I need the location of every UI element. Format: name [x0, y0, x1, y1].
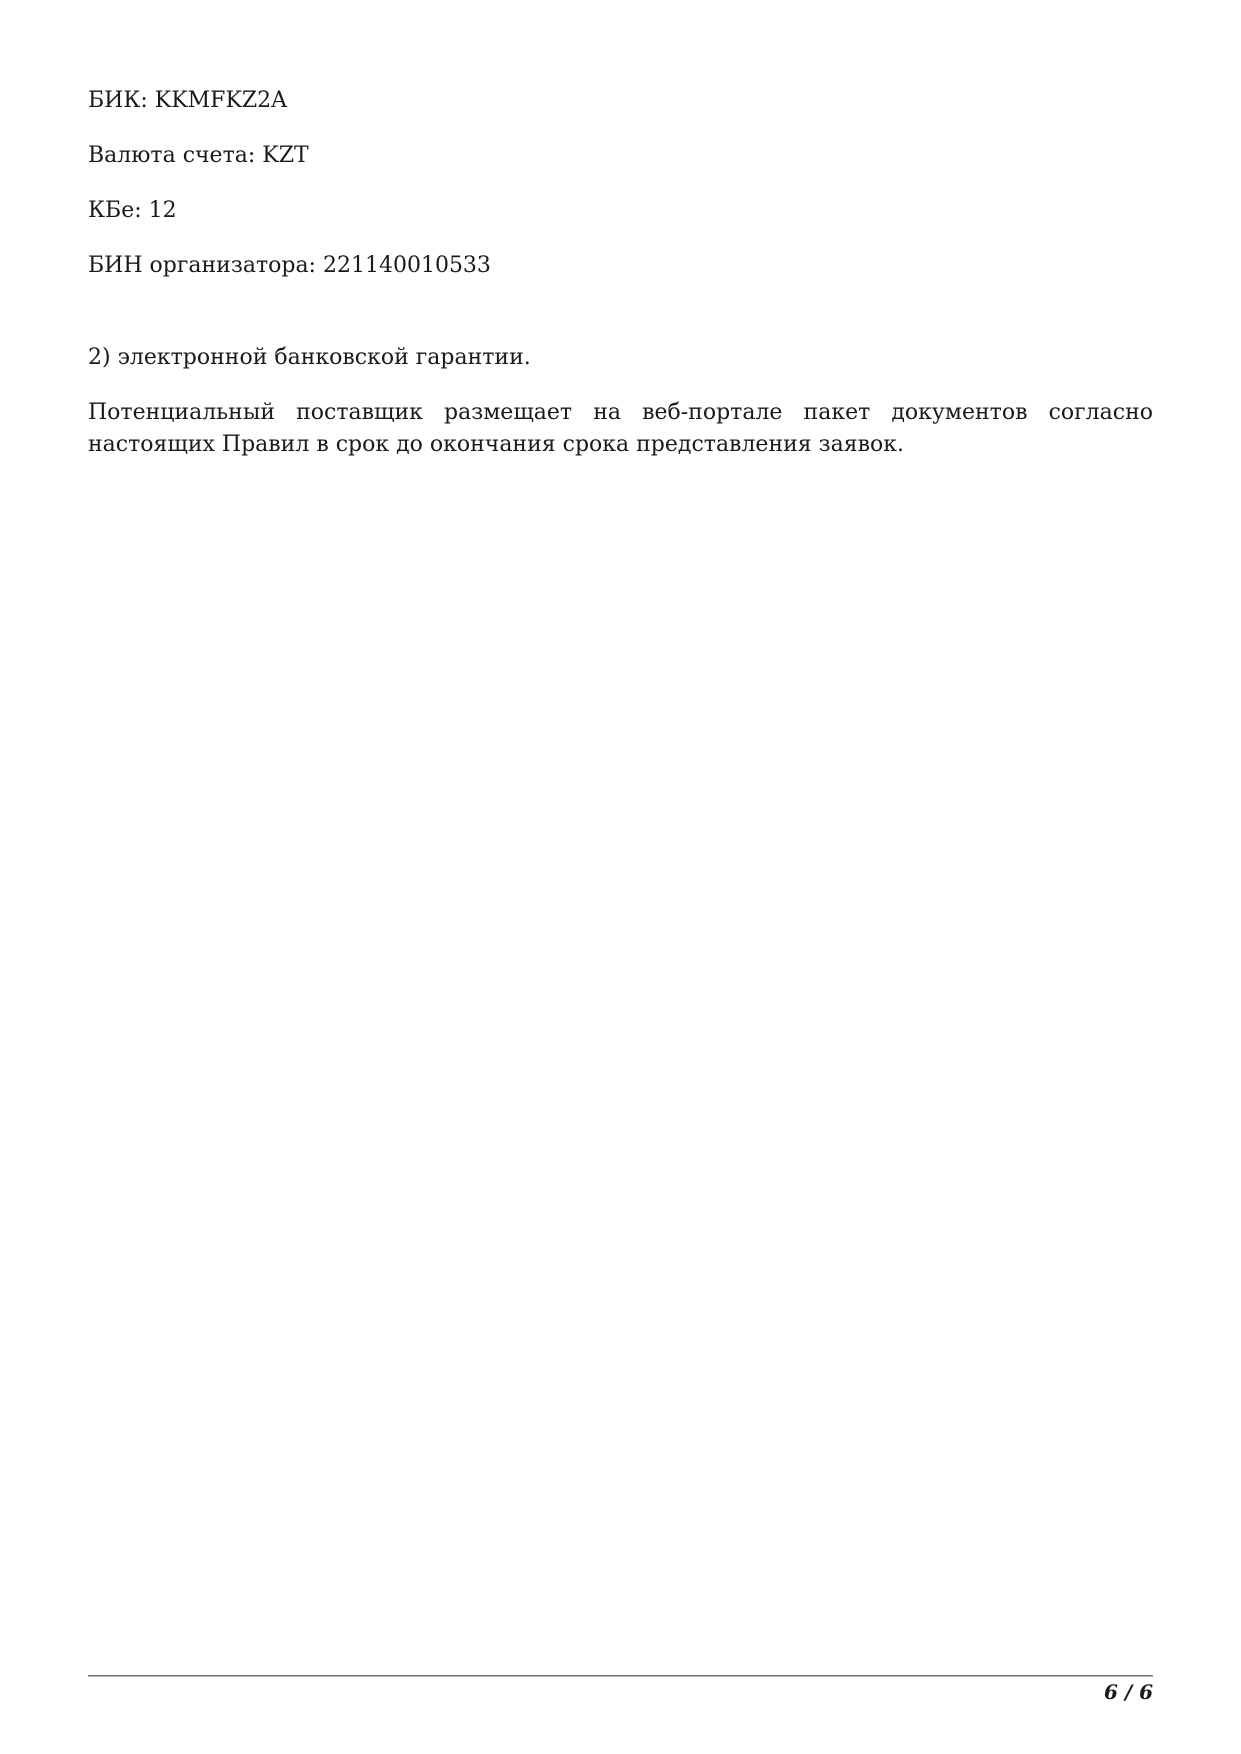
- field-organizer-bin: БИН организатора: 221140010533: [88, 253, 491, 278]
- footer-divider: [88, 1675, 1153, 1677]
- field-bik: БИК: KKMFKZ2A: [88, 88, 288, 113]
- page-footer: [88, 1675, 1153, 1704]
- list-item-bank-guarantee: 2) электронной банковской гарантии.: [88, 345, 531, 370]
- field-account-currency: Валюта счета: KZT: [88, 143, 309, 168]
- field-kbe: КБе: 12: [88, 198, 177, 223]
- page-number: 6 / 6: [1103, 1680, 1153, 1704]
- body-paragraph-supplier: Потенциальный поставщик размещает на веб-портале пакет документов согласно настоящих Правил в срок до окончания срока представления заявок.: [88, 400, 1153, 457]
- document-body: [88, 85, 1153, 484]
